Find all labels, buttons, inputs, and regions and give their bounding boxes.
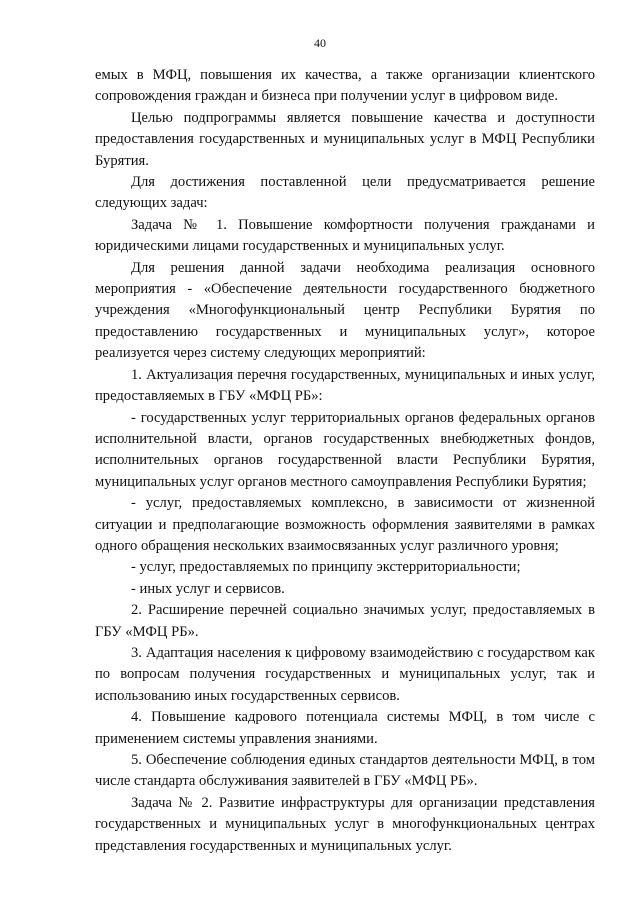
paragraph-main-activity: Для решения данной задачи необходима реализация основного мероприятия - «Обеспечение деятельности государственного бюджетного учреждения «Многофункциональный центр Республики Бурятия по предоставлению государственных и муниципальных услуг», которое реализуется через систему следующих мероприятий: bbox=[95, 259, 595, 362]
paragraph-item-4: 4. Повышение кадрового потенциала системы МФЦ, в том числе с применением системы управления знаниями. bbox=[95, 709, 595, 747]
paragraph-tasks-intro: Для достижения поставленной цели предусматривается решение следующих задач: bbox=[95, 174, 595, 212]
paragraph-bullet-extraterritorial: - услуг, предоставляемых по принципу экстерриториальности; bbox=[131, 559, 521, 576]
paragraph-item-3: 3. Адаптация населения к цифровому взаимодействию с государством как по вопросам получения государственных и муниципальных услуг, так и использованию иных государственных сервисов. bbox=[95, 644, 595, 704]
paragraph-task-2: Задача № 2. Развитие инфраструктуры для организации представления государственных и муниципальных услуг в многофункциональных центрах представления государственных и муниципальных услуг. bbox=[95, 794, 595, 854]
paragraph-item-5: 5. Обеспечение соблюдения единых стандартов деятельности МФЦ, в том числе стандарта обслуживания заявителей в ГБУ «МФЦ РБ». bbox=[95, 752, 595, 790]
page-number: 40 bbox=[314, 36, 326, 50]
paragraph-bullet-other-services: - иных услуг и сервисов. bbox=[131, 580, 285, 597]
paragraph-goal: Целью подпрограммы является повышение качества и доступности предоставления государственных и муниципальных услуг в МФЦ Республики Бурятия. bbox=[95, 109, 595, 169]
paragraph-bullet-complex-services: - услуг, предоставляемых комплексно, в зависимости от жизненной ситуации и предполагающие возможность оформления заявителями в рамках одного обращения нескольких взаимосвязанных услуг различного уровня; bbox=[95, 495, 595, 554]
paragraph-item-1: 1. Актуализация перечня государственных, муниципальных и иных услуг, предоставляемых в ГБУ «МФЦ РБ»: bbox=[95, 366, 595, 405]
paragraph-task-1: Задача № 1. Повышение комфортности получения гражданами и юридическими лицами государственных и муниципальных услуг. bbox=[95, 216, 595, 255]
paragraph-bullet-state-services: - государственных услуг территориальных органов федеральных органов исполнительной власти, органов государственных внебюджетных фондов, исполнительных органов государственной власти Республики Бурятия, муниципальных услуг органов местного самоуправления Республики Бурятия; bbox=[95, 409, 595, 490]
paragraph-continuation: емых в МФЦ, повышения их качества, а также организации клиентского сопровождения граждан и бизнеса при получении услуг в цифровом виде. bbox=[95, 67, 595, 105]
body-text bbox=[95, 65, 595, 857]
paragraph-item-2: 2. Расширение перечней социально значимых услуг, предоставляемых в ГБУ «МФЦ РБ». bbox=[95, 602, 595, 640]
